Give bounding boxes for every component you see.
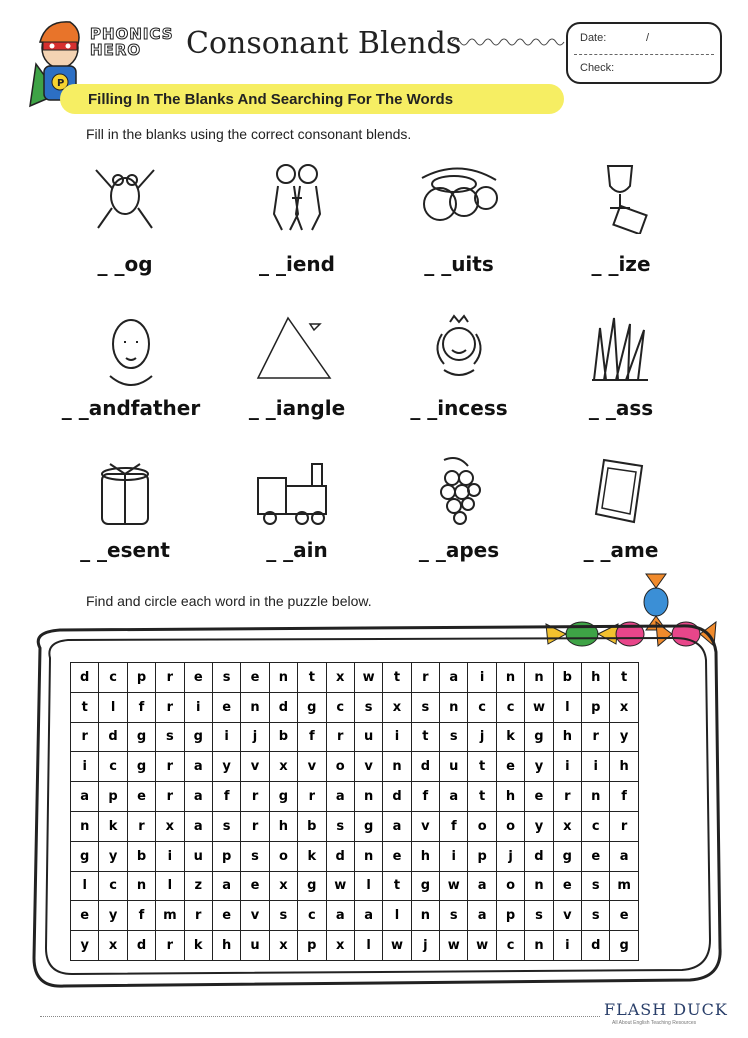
puzzle-cell[interactable]: x [326, 931, 354, 961]
puzzle-cell[interactable]: c [298, 901, 326, 931]
puzzle-cell[interactable]: s [354, 692, 382, 722]
puzzle-cell[interactable]: e [553, 871, 581, 901]
puzzle-cell[interactable]: p [212, 841, 240, 871]
present-icon [90, 452, 160, 528]
puzzle-cell[interactable]: e [496, 752, 524, 782]
puzzle-cell[interactable]: c [326, 692, 354, 722]
puzzle-cell[interactable]: v [354, 752, 382, 782]
blank-word: _ _ize [591, 252, 651, 276]
puzzle-cell[interactable]: d [71, 663, 99, 693]
puzzle-cell[interactable]: h [610, 752, 638, 782]
puzzle-cell[interactable]: j [496, 841, 524, 871]
puzzle-cell[interactable]: e [71, 901, 99, 931]
puzzle-cell[interactable]: l [99, 692, 127, 722]
blank-word: _ _incess [410, 396, 508, 420]
puzzle-cell[interactable]: a [440, 663, 468, 693]
blank-word: _ _andfather [61, 396, 201, 420]
divider [574, 54, 714, 55]
puzzle-row [71, 931, 639, 961]
puzzle-cell[interactable]: n [525, 871, 553, 901]
puzzle-cell[interactable]: p [468, 841, 496, 871]
puzzle-cell[interactable]: d [127, 931, 155, 961]
blank-item-frame [546, 452, 696, 562]
puzzle-cell[interactable]: s [156, 722, 184, 752]
puzzle-cell[interactable]: w [326, 871, 354, 901]
puzzle-cell[interactable]: x [553, 811, 581, 841]
picture-frame-icon [586, 452, 656, 528]
puzzle-cell[interactable]: n [269, 663, 297, 693]
puzzle-cell[interactable]: v [411, 811, 439, 841]
puzzle-cell[interactable]: n [354, 782, 382, 812]
puzzle-cell[interactable]: k [496, 722, 524, 752]
puzzle-cell[interactable]: f [610, 782, 638, 812]
puzzle-cell[interactable]: d [525, 841, 553, 871]
puzzle-cell[interactable]: h [553, 722, 581, 752]
puzzle-cell[interactable]: r [411, 663, 439, 693]
puzzle-row [71, 752, 639, 782]
puzzle-cell[interactable]: r [156, 663, 184, 693]
puzzle-cell[interactable]: l [354, 931, 382, 961]
blank-item-fruits [384, 158, 534, 276]
puzzle-cell[interactable]: c [582, 811, 610, 841]
puzzle-cell[interactable]: a [440, 782, 468, 812]
puzzle-cell[interactable]: r [582, 722, 610, 752]
puzzle-cell[interactable]: n [71, 811, 99, 841]
puzzle-cell[interactable]: x [99, 931, 127, 961]
puzzle-cell[interactable]: d [326, 841, 354, 871]
puzzle-cell[interactable]: g [525, 722, 553, 752]
puzzle-cell[interactable]: n [127, 871, 155, 901]
puzzle-cell[interactable]: g [127, 722, 155, 752]
puzzle-cell[interactable]: t [411, 722, 439, 752]
puzzle-cell[interactable]: g [298, 871, 326, 901]
blank-item-triangle [222, 314, 372, 424]
puzzle-cell[interactable]: i [468, 663, 496, 693]
puzzle-cell[interactable]: e [241, 663, 269, 693]
puzzle-cell[interactable]: s [269, 901, 297, 931]
puzzle-cell[interactable]: x [269, 931, 297, 961]
puzzle-cell[interactable]: s [212, 811, 240, 841]
blank-word: _ _esent [80, 538, 170, 562]
prize-trophy-icon [586, 158, 656, 234]
puzzle-cell[interactable]: y [212, 752, 240, 782]
puzzle-cell[interactable]: i [156, 841, 184, 871]
flash-duck-logo: FLASH DUCK [604, 1000, 728, 1019]
puzzle-cell[interactable]: c [468, 692, 496, 722]
puzzle-cell[interactable]: v [553, 901, 581, 931]
puzzle-cell[interactable]: e [525, 782, 553, 812]
puzzle-cell[interactable]: x [383, 692, 411, 722]
puzzle-cell[interactable]: w [525, 692, 553, 722]
blank-item-train [222, 452, 372, 562]
puzzle-cell[interactable]: l [156, 871, 184, 901]
puzzle-cell[interactable]: p [99, 782, 127, 812]
puzzle-row [71, 663, 639, 693]
blank-word: _ _ame [583, 538, 659, 562]
puzzle-row [71, 692, 639, 722]
footer-tagline: All About English Teaching Resources [612, 1020, 697, 1026]
puzzle-cell[interactable]: r [71, 722, 99, 752]
blank-word: _ _uits [424, 252, 494, 276]
puzzle-cell[interactable]: r [298, 782, 326, 812]
puzzle-cell[interactable]: h [582, 663, 610, 693]
puzzle-cell[interactable]: s [212, 663, 240, 693]
blank-item-prize [546, 158, 696, 276]
puzzle-cell[interactable]: a [184, 811, 212, 841]
word-search-grid [70, 662, 639, 961]
blank-item-grapes [384, 452, 534, 562]
princess-icon [424, 314, 494, 390]
puzzle-cell[interactable]: e [212, 692, 240, 722]
frog-icon [90, 158, 160, 234]
blank-word: _ _apes [418, 538, 500, 562]
puzzle-cell[interactable]: y [525, 811, 553, 841]
brand-logo [90, 26, 182, 58]
puzzle-cell[interactable]: x [269, 871, 297, 901]
puzzle-cell[interactable]: n [411, 901, 439, 931]
blank-word: _ _ain [266, 538, 328, 562]
puzzle-cell[interactable]: j [241, 722, 269, 752]
puzzle-cell[interactable]: r [156, 752, 184, 782]
puzzle-cell[interactable]: i [440, 841, 468, 871]
date-separator: / [646, 32, 650, 44]
puzzle-cell[interactable]: w [383, 931, 411, 961]
puzzle-cell[interactable]: f [298, 722, 326, 752]
puzzle-cell[interactable]: n [525, 663, 553, 693]
puzzle-cell[interactable]: v [241, 752, 269, 782]
puzzle-cell[interactable]: b [553, 663, 581, 693]
puzzle-cell[interactable]: g [354, 811, 382, 841]
puzzle-cell[interactable]: s [326, 811, 354, 841]
puzzle-cell[interactable]: u [184, 841, 212, 871]
puzzle-cell[interactable]: s [440, 722, 468, 752]
puzzle-cell[interactable]: h [212, 931, 240, 961]
puzzle-cell[interactable]: v [241, 901, 269, 931]
puzzle-cell[interactable]: e [383, 841, 411, 871]
puzzle-cell[interactable]: g [411, 871, 439, 901]
puzzle-cell[interactable]: f [127, 692, 155, 722]
puzzle-cell[interactable]: e [241, 871, 269, 901]
triangle-icon [254, 314, 334, 390]
puzzle-cell[interactable]: i [212, 722, 240, 752]
puzzle-cell[interactable]: l [71, 871, 99, 901]
puzzle-cell[interactable]: g [610, 931, 638, 961]
blank-item-frog [50, 158, 200, 276]
puzzle-cell[interactable]: v [298, 752, 326, 782]
puzzle-cell[interactable]: n [354, 841, 382, 871]
puzzle-cell[interactable]: b [127, 841, 155, 871]
puzzle-cell[interactable]: c [99, 663, 127, 693]
puzzle-cell[interactable]: r [156, 931, 184, 961]
puzzle-cell[interactable]: y [71, 931, 99, 961]
puzzle-cell[interactable]: i [383, 722, 411, 752]
puzzle-cell[interactable]: d [99, 722, 127, 752]
puzzle-cell[interactable]: n [383, 752, 411, 782]
puzzle-cell[interactable]: y [610, 722, 638, 752]
puzzle-cell[interactable]: s [440, 901, 468, 931]
puzzle-cell[interactable]: b [269, 722, 297, 752]
puzzle-cell[interactable]: c [99, 752, 127, 782]
puzzle-cell[interactable]: u [354, 722, 382, 752]
puzzle-cell[interactable]: h [496, 782, 524, 812]
puzzle-cell[interactable]: o [326, 752, 354, 782]
puzzle-cell[interactable]: s [582, 871, 610, 901]
page-subtitle: Filling In The Blanks And Searching For The Words [88, 91, 454, 108]
puzzle-cell[interactable]: a [383, 811, 411, 841]
puzzle-row [71, 722, 639, 752]
puzzle-cell[interactable]: a [610, 841, 638, 871]
puzzle-cell[interactable]: r [326, 722, 354, 752]
blank-word: _ _og [97, 252, 153, 276]
puzzle-cell[interactable]: k [184, 931, 212, 961]
puzzle-cell[interactable]: c [496, 931, 524, 961]
puzzle-cell[interactable]: t [298, 663, 326, 693]
puzzle-cell[interactable]: x [156, 811, 184, 841]
puzzle-cell[interactable]: x [269, 752, 297, 782]
puzzle-cell[interactable]: f [127, 901, 155, 931]
puzzle-cell[interactable]: a [71, 782, 99, 812]
footer-divider [40, 1016, 600, 1017]
puzzle-cell[interactable]: c [99, 871, 127, 901]
puzzle-cell[interactable]: y [525, 752, 553, 782]
puzzle-cell[interactable]: t [383, 663, 411, 693]
puzzle-cell[interactable]: e [212, 901, 240, 931]
puzzle-cell[interactable]: r [156, 692, 184, 722]
puzzle-cell[interactable]: t [383, 871, 411, 901]
puzzle-cell[interactable]: y [99, 901, 127, 931]
puzzle-cell[interactable]: i [553, 931, 581, 961]
puzzle-cell[interactable]: k [99, 811, 127, 841]
puzzle-cell[interactable]: g [71, 841, 99, 871]
puzzle-cell[interactable]: g [127, 752, 155, 782]
puzzle-cell[interactable]: x [326, 663, 354, 693]
puzzle-cell[interactable]: b [298, 811, 326, 841]
puzzle-cell[interactable]: d [582, 931, 610, 961]
puzzle-cell[interactable]: w [440, 931, 468, 961]
page-title: Consonant Blends [186, 26, 462, 61]
puzzle-cell[interactable]: a [326, 901, 354, 931]
puzzle-cell[interactable]: e [610, 901, 638, 931]
puzzle-cell[interactable]: u [440, 752, 468, 782]
puzzle-cell[interactable]: f [411, 782, 439, 812]
date-check-box [566, 22, 722, 84]
puzzle-cell[interactable]: n [582, 782, 610, 812]
puzzle-cell[interactable]: y [99, 841, 127, 871]
brand-line-1: PHONICS [90, 25, 174, 43]
puzzle-row [71, 871, 639, 901]
friends-icon [262, 158, 332, 234]
puzzle-cell[interactable]: w [468, 931, 496, 961]
puzzle-row [71, 841, 639, 871]
puzzle-cell[interactable]: n [525, 931, 553, 961]
puzzle-cell[interactable]: u [241, 931, 269, 961]
blank-item-grandfather [56, 314, 206, 424]
puzzle-cell[interactable]: r [184, 901, 212, 931]
puzzle-cell[interactable]: a [184, 752, 212, 782]
puzzle-cell[interactable]: e [127, 782, 155, 812]
puzzle-cell[interactable]: r [610, 811, 638, 841]
puzzle-cell[interactable]: r [127, 811, 155, 841]
puzzle-cell[interactable]: o [496, 811, 524, 841]
blank-item-princess [384, 314, 534, 424]
check-label: Check: [580, 62, 615, 74]
puzzle-cell[interactable]: s [582, 901, 610, 931]
puzzle-cell[interactable]: w [440, 871, 468, 901]
puzzle-cell[interactable]: h [411, 841, 439, 871]
puzzle-cell[interactable]: n [440, 692, 468, 722]
puzzle-cell[interactable]: d [269, 692, 297, 722]
puzzle-row [71, 901, 639, 931]
puzzle-cell[interactable]: g [269, 782, 297, 812]
puzzle-row [71, 782, 639, 812]
puzzle-cell[interactable]: d [411, 752, 439, 782]
blank-word: _ _iend [259, 252, 335, 276]
decorative-squiggle [452, 36, 566, 48]
puzzle-cell[interactable]: r [553, 782, 581, 812]
puzzle-cell[interactable]: n [241, 692, 269, 722]
puzzle-cell[interactable]: a [468, 871, 496, 901]
puzzle-cell[interactable]: l [553, 692, 581, 722]
puzzle-cell[interactable]: t [468, 782, 496, 812]
puzzle-cell[interactable]: i [184, 692, 212, 722]
puzzle-cell[interactable]: t [71, 692, 99, 722]
puzzle-cell[interactable]: d [383, 782, 411, 812]
blank-word: _ _iangle [248, 396, 346, 420]
puzzle-cell[interactable]: g [298, 692, 326, 722]
puzzle-cell[interactable]: j [411, 931, 439, 961]
puzzle-cell[interactable]: s [411, 692, 439, 722]
puzzle-cell[interactable]: k [298, 841, 326, 871]
puzzle-cell[interactable]: p [298, 931, 326, 961]
puzzle-cell[interactable]: g [553, 841, 581, 871]
puzzle-cell[interactable]: p [496, 901, 524, 931]
puzzle-cell[interactable]: a [184, 782, 212, 812]
puzzle-cell[interactable]: n [496, 663, 524, 693]
puzzle-cell[interactable]: z [184, 871, 212, 901]
date-label: Date: [580, 32, 607, 44]
puzzle-cell[interactable]: l [354, 871, 382, 901]
puzzle-cell[interactable]: o [468, 811, 496, 841]
train-icon [252, 452, 342, 528]
puzzle-cell[interactable]: o [269, 841, 297, 871]
puzzle-cell[interactable]: i [71, 752, 99, 782]
puzzle-cell[interactable]: m [156, 901, 184, 931]
puzzle-cell[interactable]: i [553, 752, 581, 782]
puzzle-cell[interactable]: h [269, 811, 297, 841]
blank-item-friends [222, 158, 372, 276]
puzzle-cell[interactable]: r [241, 782, 269, 812]
grandfather-icon [96, 314, 166, 390]
puzzle-cell[interactable]: r [156, 782, 184, 812]
puzzle-cell[interactable]: p [127, 663, 155, 693]
puzzle-cell[interactable]: a [354, 901, 382, 931]
fruits-icon [414, 158, 504, 234]
puzzle-cell[interactable]: p [582, 692, 610, 722]
puzzle-cell[interactable]: m [610, 871, 638, 901]
puzzle-cell[interactable]: e [184, 663, 212, 693]
grass-icon [586, 314, 656, 390]
puzzle-cell[interactable]: t [468, 752, 496, 782]
puzzle-row [71, 811, 639, 841]
puzzle-cell[interactable]: r [241, 811, 269, 841]
grapes-icon [424, 452, 494, 528]
fill-instruction: Fill in the blanks using the correct consonant blends. [86, 126, 412, 142]
puzzle-cell[interactable]: e [582, 841, 610, 871]
puzzle-cell[interactable]: o [496, 871, 524, 901]
svg-text:P: P [57, 78, 65, 89]
puzzle-cell[interactable]: a [326, 782, 354, 812]
puzzle-cell[interactable]: a [468, 901, 496, 931]
blank-word: _ _ass [588, 396, 654, 420]
puzzle-cell[interactable]: i [582, 752, 610, 782]
blank-item-grass [546, 314, 696, 424]
puzzle-cell[interactable]: s [241, 841, 269, 871]
puzzle-cell[interactable]: f [212, 782, 240, 812]
puzzle-cell[interactable]: f [440, 811, 468, 841]
puzzle-cell[interactable]: j [468, 722, 496, 752]
blank-item-present [50, 452, 200, 562]
puzzle-cell[interactable]: s [525, 901, 553, 931]
puzzle-cell[interactable]: l [383, 901, 411, 931]
puzzle-cell[interactable]: a [212, 871, 240, 901]
puzzle-cell[interactable]: w [354, 663, 382, 693]
puzzle-cell[interactable]: x [610, 692, 638, 722]
find-instruction: Find and circle each word in the puzzle below. [86, 593, 372, 609]
brand-line-2: HERO [90, 41, 142, 59]
puzzle-cell[interactable]: t [610, 663, 638, 693]
puzzle-cell[interactable]: c [496, 692, 524, 722]
puzzle-cell[interactable]: g [184, 722, 212, 752]
